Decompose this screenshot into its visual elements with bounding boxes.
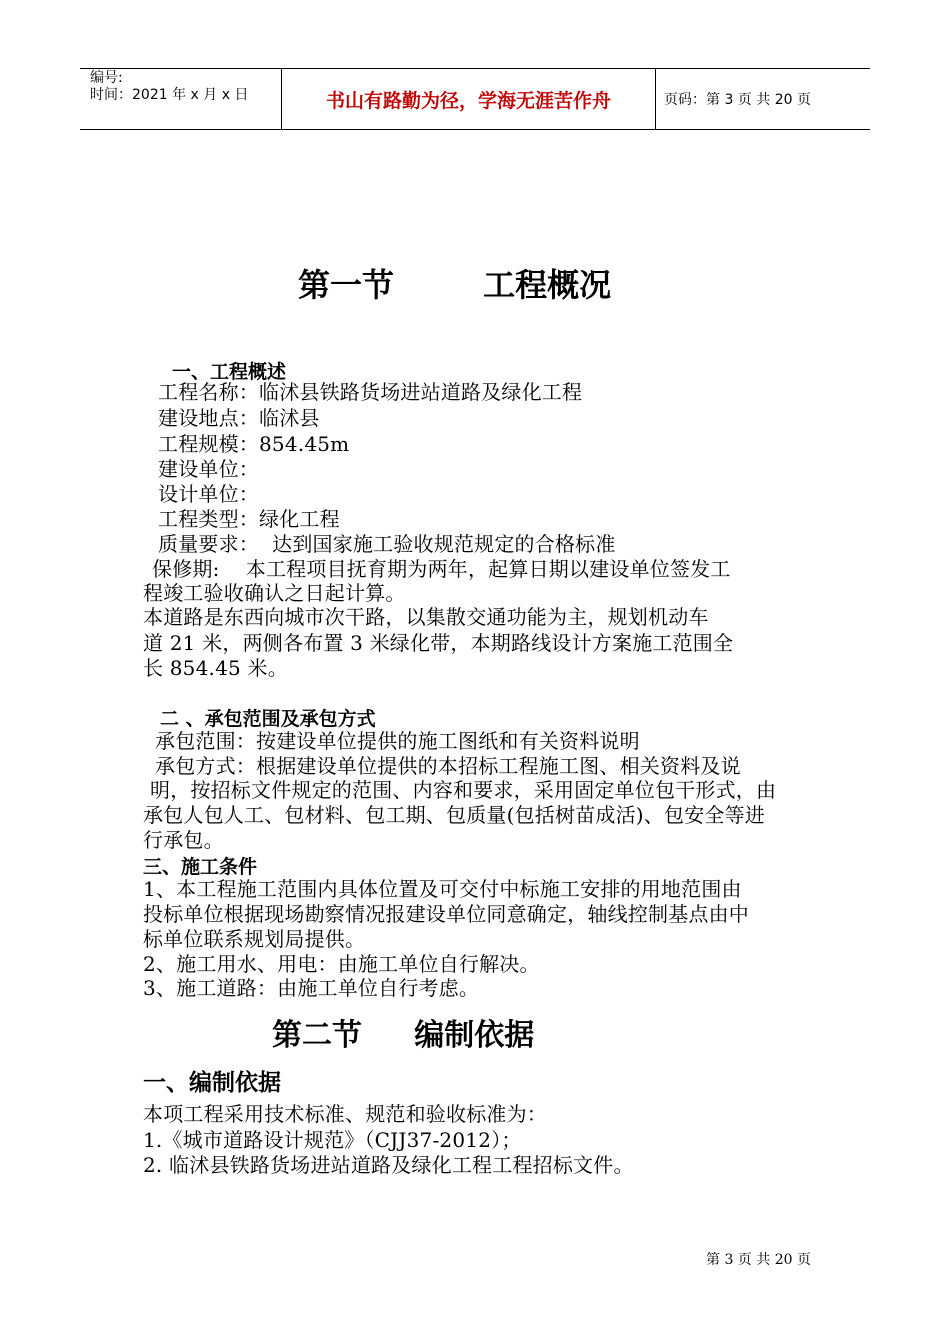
- text-line: 承包人包人工、包材料、包工期、包质量(包括树苗成活)、包安全等进: [143, 803, 766, 827]
- section1-sub2-heading: 二 、承包范围及承包方式: [160, 708, 376, 730]
- text-line: 建设地点：临沭县: [158, 406, 320, 430]
- text-line: 本项工程采用技术标准、规范和验收标准为：: [143, 1102, 547, 1126]
- header-meta: [80, 69, 282, 129]
- text-line: 2. 临沭县铁路货场进站道路及绿化工程工程招标文件。: [143, 1153, 634, 1177]
- page-header: [80, 68, 870, 130]
- text-line: 明，按招标文件规定的范围、内容和要求，采用固定单位包干形式，由: [150, 778, 777, 802]
- text-line: 工程名称：临沭县铁路货场进站道路及绿化工程: [158, 380, 583, 404]
- text-line: 工程规模：854.45m: [158, 432, 350, 456]
- text-line: 投标单位根据现场勘察情况报建设单位同意确定，轴线控制基点由中: [143, 902, 749, 926]
- text-line: 1、本工程施工范围内具体位置及可交付中标施工安排的用地范围由: [143, 877, 742, 901]
- header-motto: 书山有路勤为径，学海无涯苦作舟: [282, 69, 656, 129]
- text-line: 承包方式：根据建设单位提供的本招标工程施工图、相关资料及说: [155, 754, 741, 778]
- text-line: 道 21 米，两侧各布置 3 米绿化带，本期路线设计方案施工范围全: [143, 631, 734, 655]
- section1-sub1-heading: 一、工程概述: [172, 361, 287, 383]
- text-line: 工程类型：绿化工程: [158, 507, 340, 531]
- text-line: 1.《城市道路设计规范》（CJJ37-2012）；: [143, 1128, 522, 1152]
- serial-label: 编号:: [90, 70, 123, 86]
- text-line: 保修期: 本工程项目抚育期为两年，起算日期以建设单位签发工: [152, 557, 731, 581]
- text-line: 承包范围：按建设单位提供的施工图纸和有关资料说明: [155, 729, 640, 753]
- text-line: 程竣工验收确认之日起计算。: [143, 581, 406, 605]
- text-line: 本道路是东西向城市次干路，以集散交通功能为主，规划机动车: [143, 605, 709, 629]
- section1-title: 第一节 工程概况: [298, 266, 612, 304]
- section1-sub3-heading: 三、施工条件: [143, 856, 258, 878]
- text-line: 3、施工道路：由施工单位自行考虑。: [143, 976, 480, 1000]
- text-line: 建设单位：: [158, 457, 259, 481]
- section2-title: 第二节 编制依据: [272, 1018, 535, 1053]
- text-line: 行承包。: [143, 828, 224, 852]
- text-line: 设计单位：: [158, 482, 259, 506]
- text-line: 长 854.45 米。: [143, 656, 288, 680]
- page-footer: 第 3 页 共 20 页: [706, 1252, 811, 1268]
- text-line: 2、施工用水、用电：由施工单位自行解决。: [143, 952, 540, 976]
- text-line: 标单位联系规划局提供。: [143, 927, 366, 951]
- section2-sub1-heading: 一、编制依据: [143, 1070, 281, 1096]
- header-page-label: 页码：第 3 页 共 20 页: [664, 92, 811, 108]
- time-label: 时间：2021 年 x 月 x 日: [90, 87, 249, 103]
- text-line: 质量要求： 达到国家施工验收规范规定的合格标准: [158, 532, 616, 556]
